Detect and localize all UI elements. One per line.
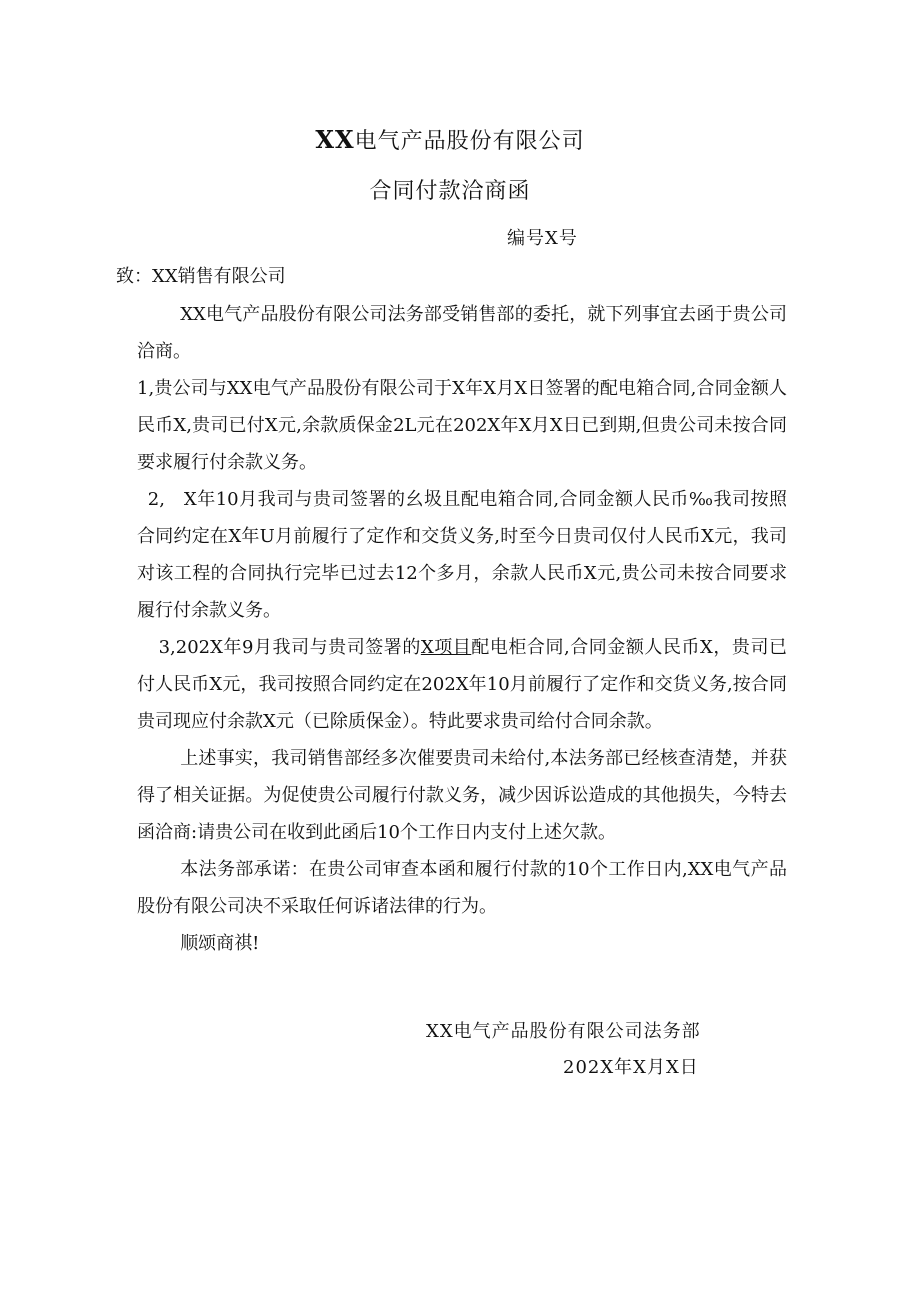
- promise-paragraph: 本法务部承诺：在贵公司审查本函和履行付款的10个工作日内,XX电气产品股份有限公司决不采取任何诉诸法律的行为。: [137, 859, 787, 917]
- company-title: [0, 124, 900, 155]
- item-3-project: X项目: [420, 637, 472, 658]
- signature-organization: XX电气产品股份有限公司法务部: [426, 1021, 701, 1042]
- letter-body: [137, 296, 787, 962]
- facts-paragraph: 上述事实，我司销售部经多次催要贵司未给付,本法务部已经核查清楚，并获得了相关证据。为促使贵公司履行付款义务，减少因诉讼造成的其他损失，今特去函洽商:请贵公司在收到此函后10个工作日内支付上述欠款。: [137, 748, 787, 843]
- recipient-line: 致：XX销售有限公司: [116, 266, 286, 287]
- item-3-text-b: 配电柜合同,合同金额人民币X，贵司已付人民币X元，我司按照合同约定在202X年10月前履行了定作和交货义务,按合同贵司现应付余款X元（已除质保金）。特此要求贵司给付合同余款。: [137, 637, 787, 732]
- closing-greeting: 顺颂商祺!: [180, 933, 260, 954]
- document-number: 编号X号: [507, 228, 578, 249]
- company-title-prefix: XX: [315, 125, 355, 154]
- company-title-name: 电气产品股份有限公司: [354, 129, 585, 154]
- signature-date: 202X年X月X日: [563, 1057, 699, 1078]
- intro-paragraph: XX电气产品股份有限公司法务部受销售部的委托，就下列事宜去函于贵公司洽商。: [137, 304, 787, 362]
- item-1-paragraph: 1,贵公司与XX电气产品股份有限公司于X年X月X日签署的配电箱合同,合同金额人民币X,贵司已付X元,余款质保金2L元在202X年X月X日已到期,但贵公司未按合同要求履行付余款义务。: [137, 378, 787, 473]
- item-2-paragraph: 2, X年10月我司与贵司签署的幺圾且配电箱合同,合同金额人民币‰我司按照合同约定在X年U月前履行了定作和交货义务,时至今日贵司仅付人民币X元，我司对该工程的合同执行完毕已过去12个多月，余款人民币X元,贵公司未按合同要求履行付余款义务。: [137, 489, 787, 621]
- item-3-text-a: 3,202X年9月我司与贵司签署的: [158, 637, 421, 658]
- item-3-paragraph: [137, 629, 787, 740]
- letter-subtitle: 合同付款洽商函: [369, 179, 531, 204]
